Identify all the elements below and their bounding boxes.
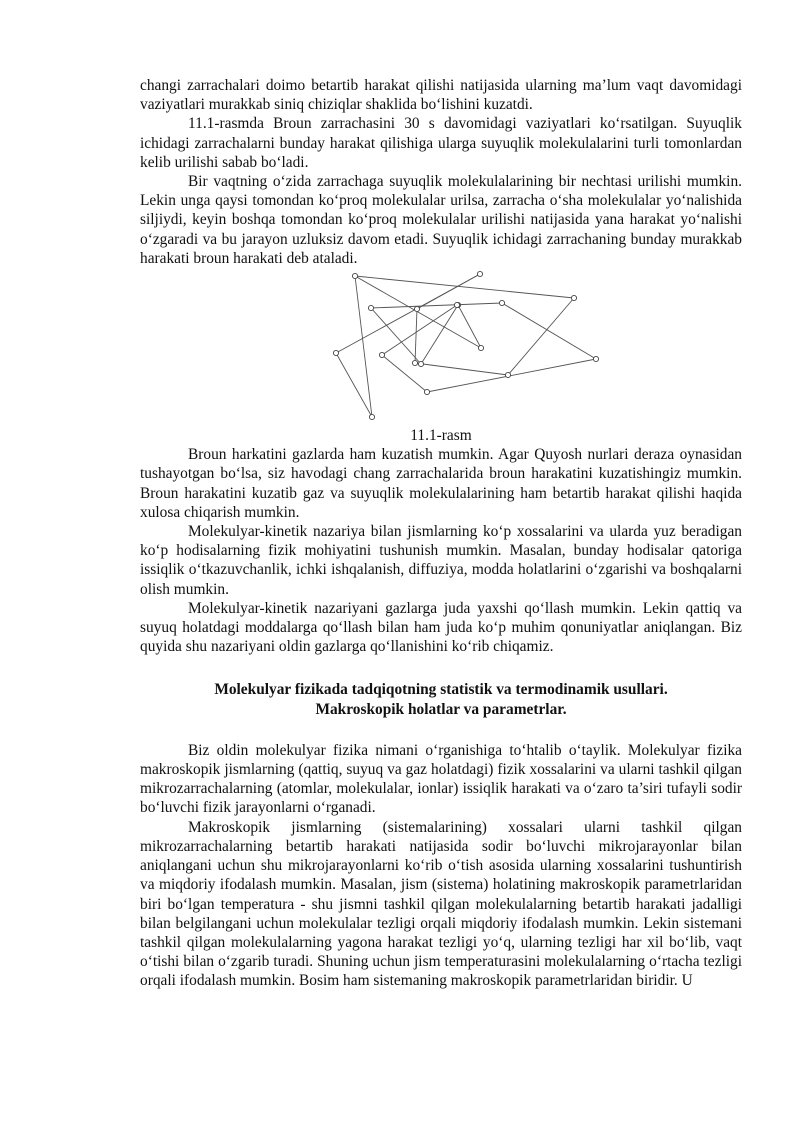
paragraph: Molekulyar-kinetik nazariya bilan jismlarning ko‘p xossalarini va ularda yuz beradigan ko‘p hodisalarning fizik mohiyatini tushunish mumkin. Masalan, bunday hodisalar qatoriga issiqlik o‘tkazuvchanlik, ichki ishqalanish, diffuziya, modda holatlarini o‘zgarishi va boshqalarni olish mumkin. — [140, 523, 742, 598]
paragraph: Makroskopik jismlarning (sistemalarining) xossalari ularni tashkil qilgan mikrozarrachalarning betartib harakati natijasida sodir bo‘luvchi mikrojarayonlar bilan aniqlangani uchun shu mikrojarayonlarni ko‘rib o‘tish asosida ularning xossalarini tushuntirish va miqdoriy ifodalash mumkin. Masalan, jism (sistema) holatining makroskopik parametrlaridan biri bo‘lgan temperatura - shu jismni tashkil qilgan molekulalarning betartib harakati jadalligi bilan belgilangani uchun molekulalar tezligi orqali miqdoriy ifodalash mumkin. Lekin sistemani tashkil qilgan molekulalarning yagona harakat tezligi yo‘q, ularning tezligi har xil bo‘lib, vaqt o‘tishi bilan o‘zgarib turadi. Shuning uchun jism temperaturasini molekulalarning o‘rtacha tezligi orqali ifodalash mumkin. Bosim ham sistemaning makroskopik parametrlaridan biridir. U — [140, 818, 742, 990]
path-segment — [421, 305, 458, 364]
particle-position-point — [454, 302, 459, 307]
brownian-motion-figure — [140, 268, 742, 426]
particle-position-point — [414, 306, 419, 311]
paragraph: changi zarrachalari doimo betartib harakat qilishi natijasida ularning ma’lum vaqt davomidagi vaziyatlari murakkab siniq chiziqlar shaklida bo‘lishini kuzatdi. — [140, 77, 742, 114]
path-segment — [415, 363, 508, 375]
path-segment — [415, 309, 417, 363]
paragraph: Biz oldin molekulyar fizika nimani o‘rganishiga to‘htalib o‘taylik. Molekulyar fizika makroskopik jismlarning (qattiq, suyuq va gaz holatdagi) fizik xossalarini va ularni tashkil qilgan mikrozarrachalarning (atomlar, molekulalar, ionlar) issiqlik harakati va o‘zaro ta’siri tufayli sodir bo‘luvchi fizik jarayonlarni o‘rganadi. — [140, 741, 742, 817]
path-segment — [371, 303, 502, 308]
document-page — [140, 76, 742, 991]
particle-position-point — [369, 414, 374, 419]
particle-position-point — [418, 361, 423, 366]
particle-position-point — [499, 300, 504, 305]
particle-position-point — [379, 352, 384, 357]
figure-caption: 11.1-rasm — [410, 427, 472, 445]
path-segment — [371, 308, 421, 364]
path-segment — [427, 359, 596, 392]
particle-position-point — [477, 271, 482, 276]
particle-position-point — [352, 273, 357, 278]
paragraph: Molekulyar-kinetik nazariyani gazlarga juda yaxshi qo‘llash mumkin. Lekin qattiq va suyuq holatdagi moddalarga qo‘llash bilan ham juda ko‘p muhim qonuniyatlar aniqlangan. Biz quyida shu nazariyani oldin gazlarga qo‘llanishini ko‘rib chiqamiz. — [140, 599, 742, 656]
path-segment — [502, 303, 596, 359]
brownian-path-diagram — [140, 268, 742, 426]
paragraph: Broun harkatini gazlarda ham kuzatish mumkin. Agar Quyosh nurlari deraza oynasidan tushayotgan bo‘lsa, siz havodagi chang zarrachalarida broun harakatini kuzatishingiz mumkin. Broun harakatini kuzatib gaz va suyuqlik molekulalarining ham betartib harakat qilishi haqida xulosa chiqarish mumkin. — [140, 446, 742, 521]
particle-position-point — [478, 345, 483, 350]
path-segment — [336, 353, 372, 417]
particle-position-point — [593, 356, 598, 361]
particle-position-point — [424, 389, 429, 394]
particle-position-point — [412, 360, 417, 365]
particle-position-point — [368, 305, 373, 310]
path-segment — [508, 298, 574, 375]
path-segment — [355, 276, 372, 417]
heading-line-1: Molekulyar fizikada tadqiqotning statistik va termodinamik usullari. — [214, 681, 668, 699]
particle-position-point — [333, 350, 338, 355]
paragraph: 11.1-rasmda Broun zarrachasini 30 s davomidagi vaziyatlari ko‘rsatilgan. Suyuqlik ichidagi zarrachalarni bunday harakat qilishiga ularga suyuqlik molekulalarini turli tomonlardan kelib urilishi sabab bo‘ladi. — [140, 115, 742, 171]
path-segment — [336, 274, 480, 353]
particle-position-point — [571, 295, 576, 300]
heading-line-2: Makroskopik holatlar va parametrlar. — [315, 700, 567, 718]
particle-position-point — [505, 372, 510, 377]
paragraph: Bir vaqtning o‘zida zarrachaga suyuqlik molekulalarining bir nechtasi urilishi mumkin. Lekin unga qaysi tomondan ko‘proq molekulalar urilsa, zarracha o‘sha molekulalar yo‘nalishida siljiydi, keyin boshqa tomondan ko‘proq molekulalar urilishi natijasida yana harakat yo‘nalishi o‘zgaradi va bu jarayon uzluksiz davom etadi. Suyuqlik ichidagi zarrachaning bunday murakkab harakati broun harakati deb ataladi. — [140, 173, 742, 267]
section-heading — [140, 680, 742, 718]
path-segment — [382, 355, 427, 392]
